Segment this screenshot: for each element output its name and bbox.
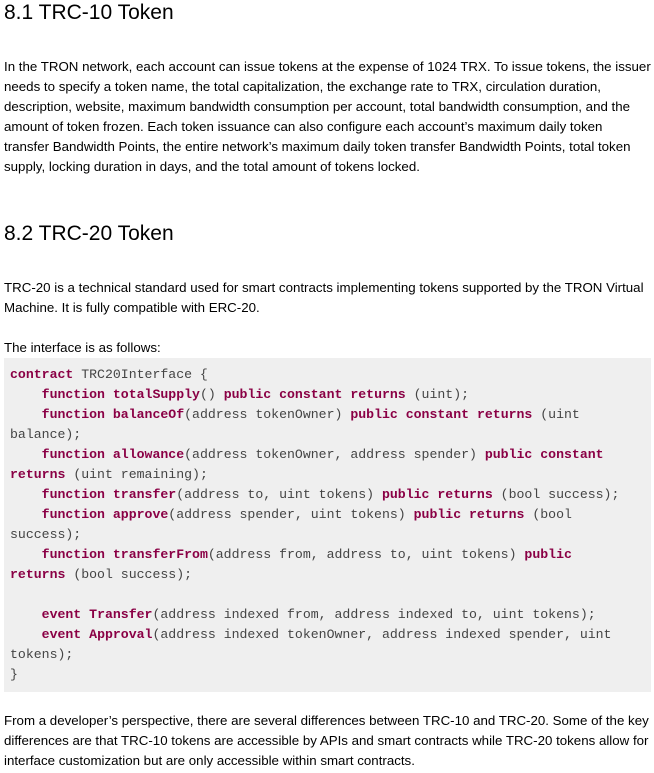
code-identifier: transfer: [112, 487, 177, 502]
code-text: (address from, address to, uint tokens): [207, 547, 525, 562]
code-identifier: transferFrom: [112, 547, 208, 562]
code-text: [10, 407, 42, 422]
code-line: [10, 427, 81, 442]
code-keyword: public returns: [381, 487, 493, 502]
code-text: (bool success);: [65, 567, 193, 582]
code-line: [10, 467, 208, 482]
code-text: (uint);: [405, 387, 470, 402]
code-text: [105, 547, 113, 562]
code-line: [10, 527, 81, 542]
code-keyword: function: [41, 547, 105, 562]
code-line: [10, 487, 619, 502]
code-line: [10, 627, 611, 642]
closing-paragraph: From a developer’s perspective, there are several differences between TRC-10 and TRC-20. Some of the key differences are that TRC-10 tokens are accessible by APIs and smart contracts while TRC-20 tokens allow for interface customization but are only accessible within smart contracts.: [4, 713, 649, 768]
code-text: [10, 447, 42, 462]
interface-intro: The interface is as follows:: [4, 340, 161, 355]
code-text: (uint remaining);: [65, 467, 208, 482]
code-text: [10, 507, 42, 522]
code-text: }: [10, 667, 18, 682]
code-line: [10, 667, 18, 682]
code-text: tokens);: [10, 647, 74, 662]
code-text: (address spender, uint tokens): [168, 507, 414, 522]
code-identifier: Transfer: [89, 607, 153, 622]
code-keyword: function: [41, 447, 105, 462]
code-line: [10, 567, 192, 582]
code-identifier: approve: [112, 507, 169, 522]
code-text: [10, 607, 42, 622]
code-text: [10, 487, 42, 502]
code-line: [10, 447, 604, 462]
code-keyword: function: [41, 407, 105, 422]
code-text: (address indexed from, address indexed to, uint tokens);: [152, 607, 596, 622]
code-text: (address to, uint tokens): [176, 487, 382, 502]
code-identifier: totalSupply: [112, 387, 200, 402]
trc20-paragraph: TRC-20 is a technical standard used for smart contracts implementing tokens supported by the TRON Virtual Machine. It is fully compatible with ERC-20.: [4, 280, 644, 315]
code-text: (): [199, 387, 224, 402]
code-line: [10, 547, 572, 562]
code-keyword: function: [41, 507, 105, 522]
section-heading-trc20: 8.2 TRC-20 Token: [4, 222, 174, 245]
code-text: success);: [10, 527, 82, 542]
code-text: [105, 447, 113, 462]
code-keyword: public constant: [484, 447, 604, 462]
code-keyword: public constant returns: [350, 407, 533, 422]
code-text: [81, 607, 89, 622]
code-text: [10, 387, 42, 402]
code-text: (uint: [532, 407, 580, 422]
code-text: (bool: [524, 507, 572, 522]
trc10-paragraph: In the TRON network, each account can issue tokens at the expense of 1024 TRX. To issue tokens, the issuer needs to specify a token name, the total capitalization, the exchange rate to TRX, circulation duration, description, website, maximum bandwidth consumption per account, total bandwidth consumption, and the amount of token frozen. Each token issuance can also configure each account’s maximum daily token transfer Bandwidth Points, the entire network’s maximum daily token transfer Bandwidth Points, total token supply, locking duration in days, and the total amount of tokens locked.: [4, 59, 651, 174]
code-text: [105, 487, 113, 502]
code-text: (address tokenOwner, address spender): [184, 447, 485, 462]
code-text: (bool success);: [492, 487, 620, 502]
trc20-interface-code: [10, 365, 651, 685]
code-text: (address tokenOwner): [184, 407, 351, 422]
code-identifier: balanceOf: [112, 407, 185, 422]
section-heading-trc10: 8.1 TRC-10 Token: [4, 1, 174, 24]
code-line: [10, 407, 580, 422]
code-keyword: function: [41, 387, 105, 402]
code-keyword: public: [524, 547, 572, 562]
code-text: [105, 387, 113, 402]
code-line: [10, 607, 596, 622]
code-line: [10, 647, 73, 662]
code-identifier: allowance: [112, 447, 185, 462]
code-keyword: returns: [10, 467, 66, 482]
code-text: [10, 627, 42, 642]
code-line: [10, 507, 572, 522]
code-keyword: event: [41, 627, 82, 642]
code-text: [105, 407, 113, 422]
code-keyword: contract: [10, 367, 74, 382]
code-text: (address indexed tokenOwner, address indexed spender, uint: [152, 627, 612, 642]
code-keyword: public constant returns: [223, 387, 406, 402]
code-line: [10, 387, 469, 402]
code-line: [10, 367, 208, 382]
code-text: [81, 627, 89, 642]
code-keyword: function: [41, 487, 105, 502]
code-identifier: Approval: [89, 627, 153, 642]
code-keyword: public returns: [413, 507, 525, 522]
code-keyword: returns: [10, 567, 66, 582]
code-block: [4, 358, 651, 692]
code-text: [105, 507, 113, 522]
code-text: balance);: [10, 427, 82, 442]
code-text: TRC20Interface {: [73, 367, 208, 382]
code-text: [10, 547, 42, 562]
code-keyword: event: [41, 607, 82, 622]
